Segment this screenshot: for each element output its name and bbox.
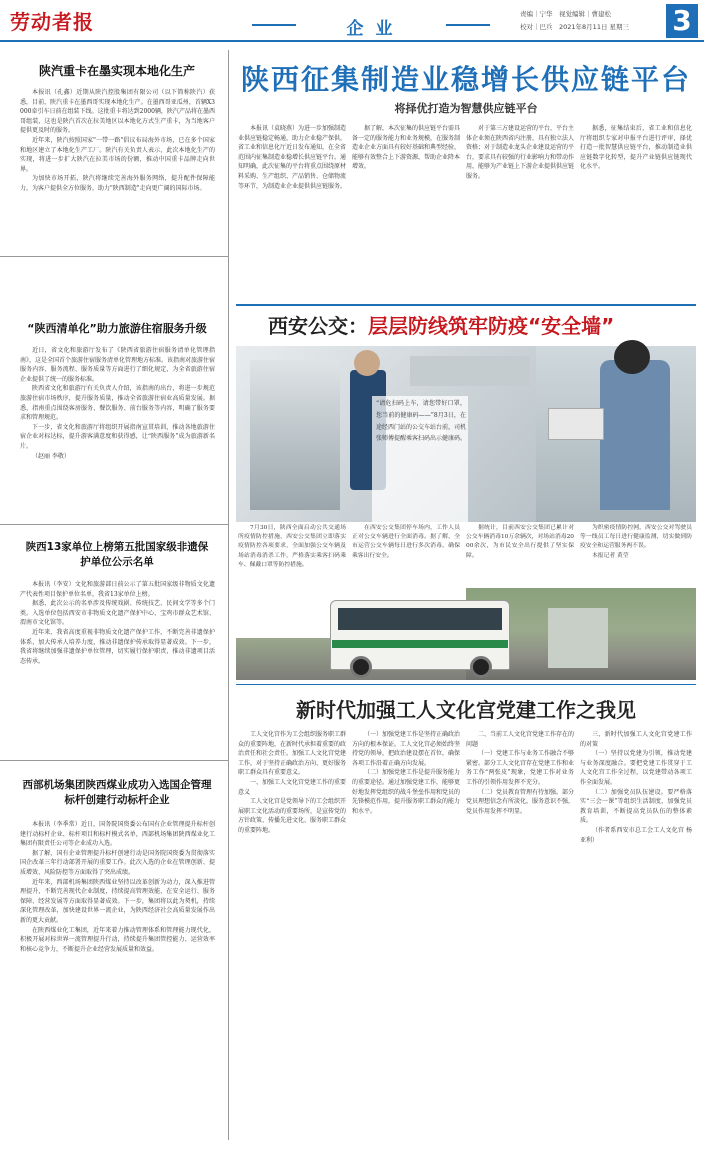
article2-headline: 新时代加强工人文化宫党建工作之我见 xyxy=(296,698,636,722)
photo-top-rule xyxy=(236,304,696,306)
photo-quote: “请危扫码上车，请您带好口罩，您当前的健康码——”8月3日，在途经西门站的公交车站台前，司机张师傅提醒乘客扫码出示健康码。 xyxy=(376,400,466,443)
photo-feature-title xyxy=(268,310,614,339)
lead-body-col4: 据悉，征集结束后，省工业和信息化厅将组织专家对申报平台进行评审，择优打造一批智慧供应链平台，推动制造业供应链数字化转型，提升产业链供应链现代化水平。 xyxy=(580,125,692,171)
article2-top-rule xyxy=(236,684,696,685)
section-line-right xyxy=(446,24,490,26)
info-line-editors: 责编｜宁华 视觉编辑｜曹建松 xyxy=(520,10,611,18)
separator xyxy=(0,256,228,257)
masthead-rule xyxy=(0,40,704,42)
article-body-tourism: 近日，省文化和旅游厅发布了《陕西省旅游住宿服务清单化管理指南》，这是全国首个旅游住宿服务清单化管理地方标准。该指南对旅游住宿服务内容、服务流程、服务质量等方面进行了细化规定，为全省旅游住宿企业提供了统一的服务标准。 陕西省文化和旅游厅有关负责人介绍，该指南的出台，将进一步规范旅游住宿市场秩序，提升服务质量，推动全省旅游住宿业高质量发展。据悉，指南重点围绕客房服务、餐饮服务、前台服务等内容，明确了服务要求和管理规范。 下一步，省文化和旅游厅将组织开展指南宣贯培训，推动各地旅游住宿企业对标达标，提升游客满意度和获得感，让“陕西服务”成为旅游新名片。 （赵丽 李敬） xyxy=(20,347,215,460)
article-title-tourism: “陕西清单化”助力旅游住宿服务升级 xyxy=(27,322,207,335)
article-body-shaanxi-auto: 本报讯（孔鑫）近期从陕汽控股集团有限公司（以下简称陕汽）获悉，目前，陕汽重卡在墨西哥实现本地化生产。在墨西哥亚瓜州，首辆X3000牵引车日前在组装下线。这批重卡将达到2000辆，陕汽产品将在墨西哥组装，这也是陕汽首次在拉美地区以本地化方式生产重卡，为当地客户提供更及时的服务。 近年来，陕汽按照国家"一带一路"倡议布局海外市场，已在多个国家和地区建立了本地化生产工厂。陕汽有关负责人表示，此次本地化生产的实现，将进一步扩大陕汽在拉美市场的份额，推动中国重卡品牌走向世界。 为加快市场开拓，陕汽将继续完善海外服务网络，提升配件保障能力，为客户提供全方位服务，助力"陕西制造"走向更广阔的国际市场。 xyxy=(20,89,215,192)
page-number: 3 xyxy=(666,4,698,38)
photo-bus-rail xyxy=(410,356,530,386)
masthead-logo: 劳动者报 xyxy=(10,10,94,34)
article2-col2: （一）加强党建工作是坚持正确政治方向的根本保证。工人文化宫必须始终坚持党的领导，把政治建设摆在首位，确保各项工作沿着正确方向发展。 （二）加强党建工作是提升服务能力的重要途径。通过加强党建工作，能够更好地发挥党组织的战斗堡垒作用和党员的先锋模范作用，提升服务职工群众的能力和水平。 xyxy=(352,731,460,815)
article2-col4: 三、新时代加强工人文化宫党建工作的对策 （一）坚持以党建为引领，推动党建与业务深度融合。要把党建工作贯穿于工人文化宫工作全过程，以党建带动各项工作全面发展。 （二）加强党员队伍建设。要严格落实“三会一课”等组织生活制度，加强党员教育培训，不断提高党员队伍的整体素质。 （作者系西安市总工会工人文化宫 杨亚利） xyxy=(580,731,692,844)
photo-worker-head xyxy=(354,350,380,376)
article-title-heritage: 陕西13家单位上榜第五批国家级非遗保护单位公示名单 xyxy=(25,541,209,568)
lead-body-col1: 本报讯（袁晓燕）为进一步加强制造业供应链稳定畅通，助力企业稳产保供，省工业和信息化厅近日发布通知，在全省范围内征集制造业稳增长供应链平台。通知明确，此次征集的平台将重点围绕原材料采购、生产组织、产品销售、仓储物流等环节，为制造业企业提供供应链服务。 xyxy=(238,125,346,190)
article2-col3: 二、当前工人文化宫党建工作存在的问题 （一）党建工作与业务工作融合不够紧密。部分工人文化宫存在党建工作和业务工作“两张皮”现象，党建工作对业务工作的引领作用发挥不充分。 （二）党员教育管理有待加强。部分党员理想信念有所淡化，服务意识不强，党员作用发挥不明显。 xyxy=(466,731,574,815)
article-body-airport: 本报讯（李季常）近日，国务院国资委公布国有企业管理提升标杆创建行动标杆企业、标杆项目和标杆模式名单，西部机场集团陕西煤业化工集团有限责任公司等企业成功入选。 据了解，国有企业管理提升标杆创建行动是国务院国资委为贯彻落实国企改革三年行动部署开展的重要工作。此次入选的企业在管理创新、提质增效、风险防控等方面取得了突出成绩。 近年来，西部机场集团陕西煤业坚持以改革创新为动力，深入推进管理提升，不断完善现代企业制度，持续提高管理效能，在安全运行、服务保障、经营发展等方面取得显著成效。下一步，集团将以此为契机，持续深化管理改革，加快建设世界一流企业，为陕西经济社会高质量发展作出新的更大贡献。 在陕西煤业化工集团，近年来着力推动管理体系和管理能力现代化，积极开展对标世界一流管理提升行动，持续提升集团管控能力、运营效率和核心竞争力，不断提升企业经营发展质量和效益。 xyxy=(20,821,215,953)
masthead-info xyxy=(520,8,660,34)
column-divider xyxy=(228,50,229,1140)
photo-title-text xyxy=(268,314,614,338)
info-line-date: 校对｜巴兵 2021年8月11日 星期三 xyxy=(520,23,630,31)
article-body-heritage: 本报讯（李安）文化和旅游部日前公示了第五批国家级非物质文化遗产代表性项目保护单位名单，我省13家单位上榜。 据悉，此次公示的名单涉及传统戏剧、传统技艺、民间文学等多个门类。入选单位包括西安市非物质文化遗产保护中心、宝鸡市群众艺术馆、渭南市文化馆等。 近年来，我省高度重视非物质文化遗产保护工作，不断完善非遗保护体系，加大传承人培养力度，推动非遗保护传承取得显著成效。下一步，我省将继续加强非遗保护单位管理，切实履行保护职责，推动非遗项目活态传承。 xyxy=(20,581,215,665)
article-title-airport: 西部机场集团陕西煤业成功入选国企管理标杆创建行动标杆企业 xyxy=(22,779,212,806)
photo-driver-head xyxy=(614,340,650,374)
lead-headline: 陕西征集制造业稳增长供应链平台 xyxy=(240,63,691,96)
photo-caption-col3: 据统计，目前西安公交集团已累计对公交车辆消毒10万余辆次，对场站消毒2000余次，为市民安全出行提供了坚实保障。 xyxy=(466,525,574,559)
photo-bus-stripe xyxy=(332,640,508,648)
lead-body-col2: 据了解，本次征集的供应链平台需具备一定的服务能力和业务规模，在服务制造业企业方面具有较好基础和典型经验，能够有效整合上下游资源，帮助企业降本增效。 xyxy=(352,125,460,171)
photo-fare-box xyxy=(548,408,604,440)
lead-body-col3: 对于第三方建设运营的平台，平台主体企业须在陕西省内注册，具有独立法人资格；对于制造业龙头企业建设运营的平台，要求具有较强的行业影响力和带动作用，能够为产业链上下游企业提供供应链服务。 xyxy=(466,125,574,180)
section-line-left xyxy=(252,24,296,26)
separator xyxy=(0,524,228,525)
photo-bus-windows xyxy=(338,608,502,630)
photo-caption-col2: 在西安公交集团停车场内，工作人员正对公交车辆进行全面消毒。据了解，全市运营公交车辆每日进行多次消毒，确保乘客出行安全。 xyxy=(352,525,460,559)
photo-bus-door xyxy=(250,360,340,510)
photo-title-prefix: 西安公交： xyxy=(268,314,368,338)
photo-caption-col4: 为织密疫情防控网，西安公交对驾驶员等一线员工每日进行健康监测，切实做到防疫安全和运营服务两不误。 本报记者 黄莹 xyxy=(580,525,692,559)
photo-title-accent: 层层防线筑牢防疫“安全墙” xyxy=(368,314,615,338)
article2-col1: 工人文化宫作为工会组织服务职工群众的重要阵地，在新时代承担着重要的政治责任和社会责任。加强工人文化宫党建工作，对于坚持正确政治方向、更好服务职工群众具有重要意义。 一、加强工人文化宫党建工作的重要意义 工人文化宫是党领导下的工会组织开展职工文化活动的重要场所，是宣传党的方针政策、传播先进文化、服务职工群众的重要阵地。 xyxy=(238,731,346,834)
photo-bus-wheel-front xyxy=(350,656,372,678)
article-title-shaanxi-auto: 陕汽重卡在墨实现本地化生产 xyxy=(38,64,195,78)
lead-subheadline: 将择优打造为智慧供应链平台 xyxy=(394,102,538,115)
section-name: 企 业 xyxy=(346,19,396,39)
separator xyxy=(0,760,228,761)
photo-driver-figure xyxy=(600,360,670,510)
photo-bus-wheel-rear xyxy=(470,656,492,678)
photo-station-shelter xyxy=(548,608,608,668)
photo-caption-col1: 7月30日，陕西全面启动公共交通场所疫情防控措施，西安公交集团立即落实疫情防控各项要求，全面加强公交车辆及场站消毒消杀工作，严格落实乘客扫码乘车、佩戴口罩等防控措施。 xyxy=(238,525,346,568)
